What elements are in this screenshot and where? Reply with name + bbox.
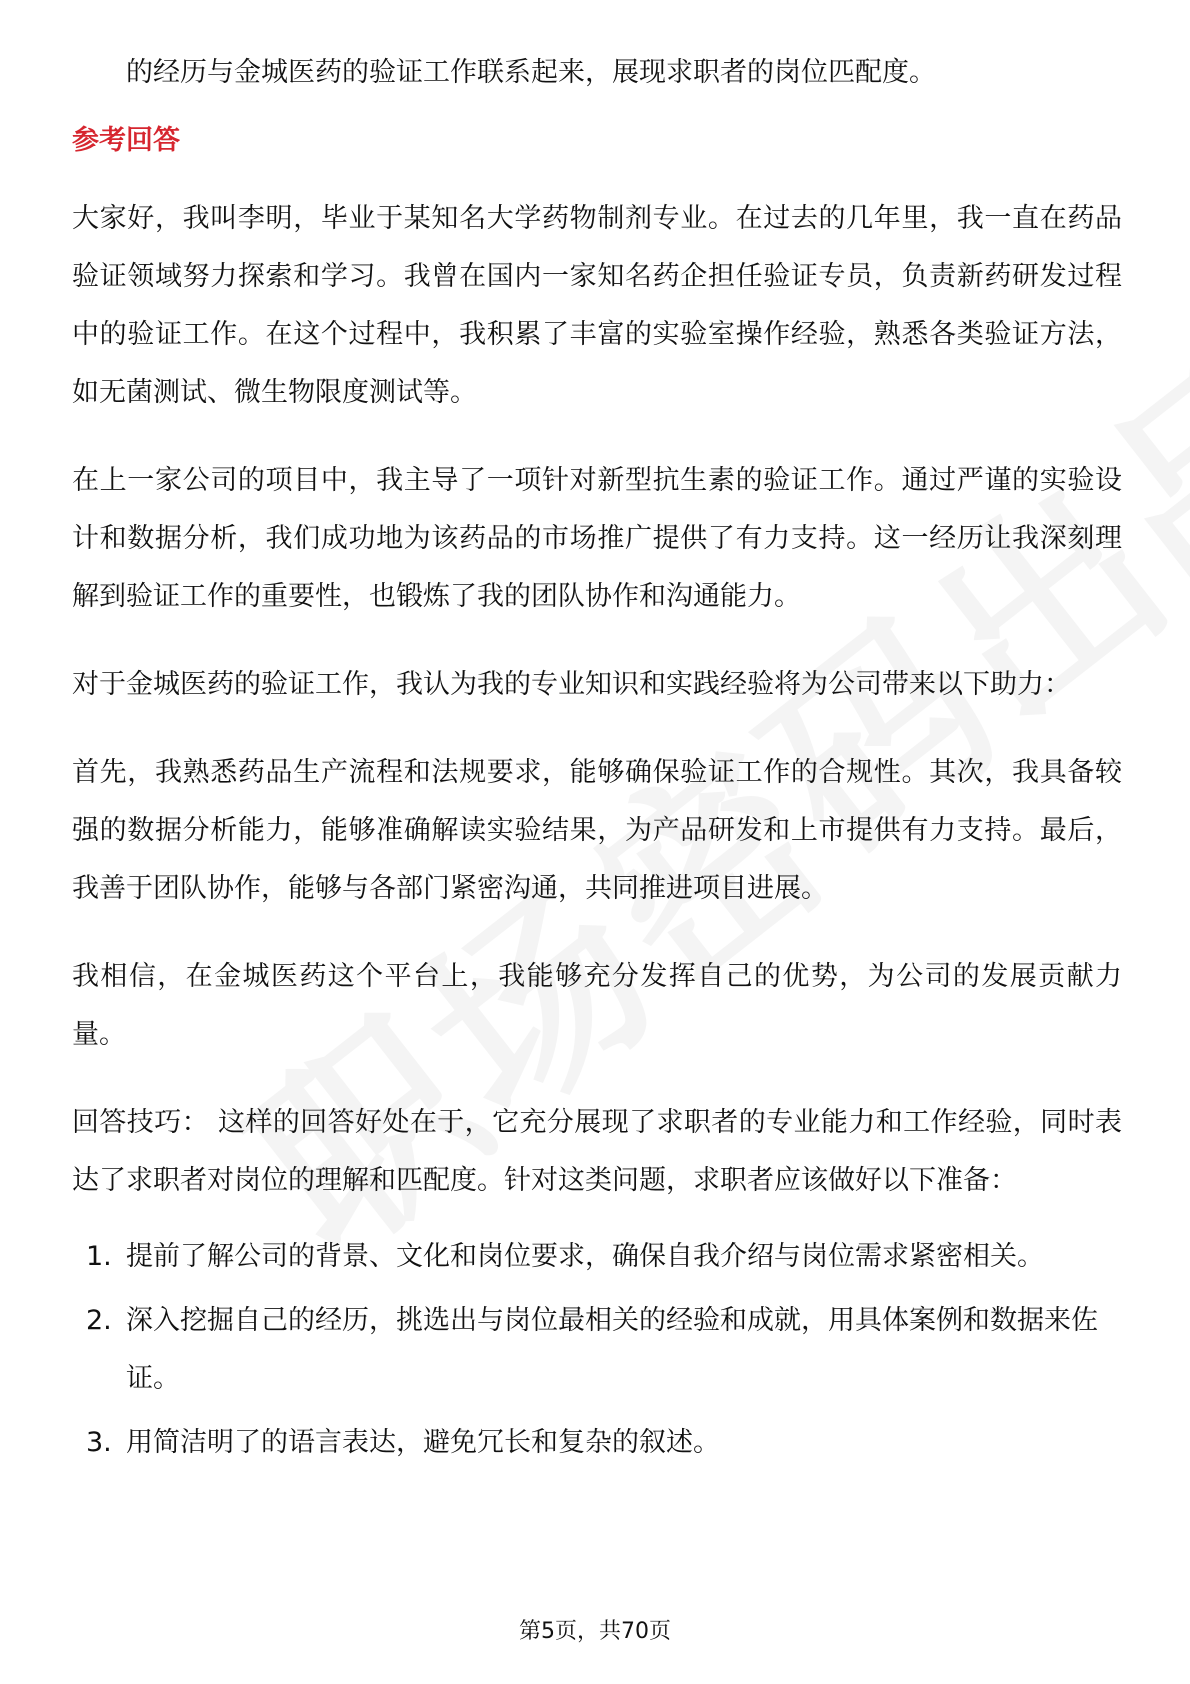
list-item-text: 深入挖掘自己的经历，挑选出与岗位最相关的经验和成就，用具体案例和数据来佐证。 bbox=[126, 1305, 1098, 1394]
list-item bbox=[72, 1414, 1122, 1472]
paragraph-project: 在上一家公司的项目中，我主导了一项针对新型抗生素的验证工作。通过严谨的实验设计和数据分析，我们成功地为该药品的市场推广提供了有力支持。这一经历让我深刻理解到验证工作的重要性，也锻炼了我的团队协作和沟通能力。 bbox=[72, 465, 1122, 612]
list-item-number: 2. bbox=[86, 1305, 112, 1336]
list-item bbox=[72, 1228, 1122, 1286]
paragraph-strengths: 首先，我熟悉药品生产流程和法规要求，能够确保验证工作的合规性。其次，我具备较强的数据分析能力，能够准确解读实验结果，为产品研发和上市提供有力支持。最后，我善于团队协作，能够与各部门紧密沟通，共同推进项目进展。 bbox=[72, 757, 1122, 904]
list-item-text: 提前了解公司的背景、文化和岗位要求，确保自我介绍与岗位需求紧密相关。 bbox=[126, 1241, 1044, 1272]
section-heading: 参考回答 bbox=[72, 125, 180, 156]
page-content bbox=[72, 44, 1122, 1478]
page-footer: 第5页，共70页 bbox=[519, 1619, 671, 1644]
list-item bbox=[72, 1292, 1122, 1408]
intro-line: 的经历与金城医药的验证工作联系起来，展现求职者的岗位匹配度。 bbox=[126, 57, 936, 88]
list-item-number: 3. bbox=[86, 1427, 112, 1458]
paragraph-value-lead: 对于金城医药的验证工作，我认为我的专业知识和实践经验将为公司带来以下助力： bbox=[72, 669, 1071, 700]
paragraph-closing: 我相信，在金城医药这个平台上，我能够充分发挥自己的优势，为公司的发展贡献力量。 bbox=[72, 961, 1122, 1050]
paragraph-tips-intro: 回答技巧： 这样的回答好处在于，它充分展现了求职者的专业能力和工作经验，同时表达了求职者对岗位的理解和匹配度。针对这类问题，求职者应该做好以下准备： bbox=[72, 1107, 1122, 1196]
list-item-number: 1. bbox=[86, 1241, 112, 1272]
paragraph-self-intro: 大家好，我叫李明，毕业于某知名大学药物制剂专业。在过去的几年里，我一直在药品验证领域努力探索和学习。我曾在国内一家知名药企担任验证专员，负责新药研发过程中的验证工作。在这个过程中，我积累了丰富的实验室操作经验，熟悉各类验证方法，如无菌测试、微生物限度测试等。 bbox=[72, 203, 1122, 408]
tips-list bbox=[72, 1228, 1122, 1472]
list-item-text: 用简洁明了的语言表达，避免冗长和复杂的叙述。 bbox=[126, 1427, 720, 1458]
